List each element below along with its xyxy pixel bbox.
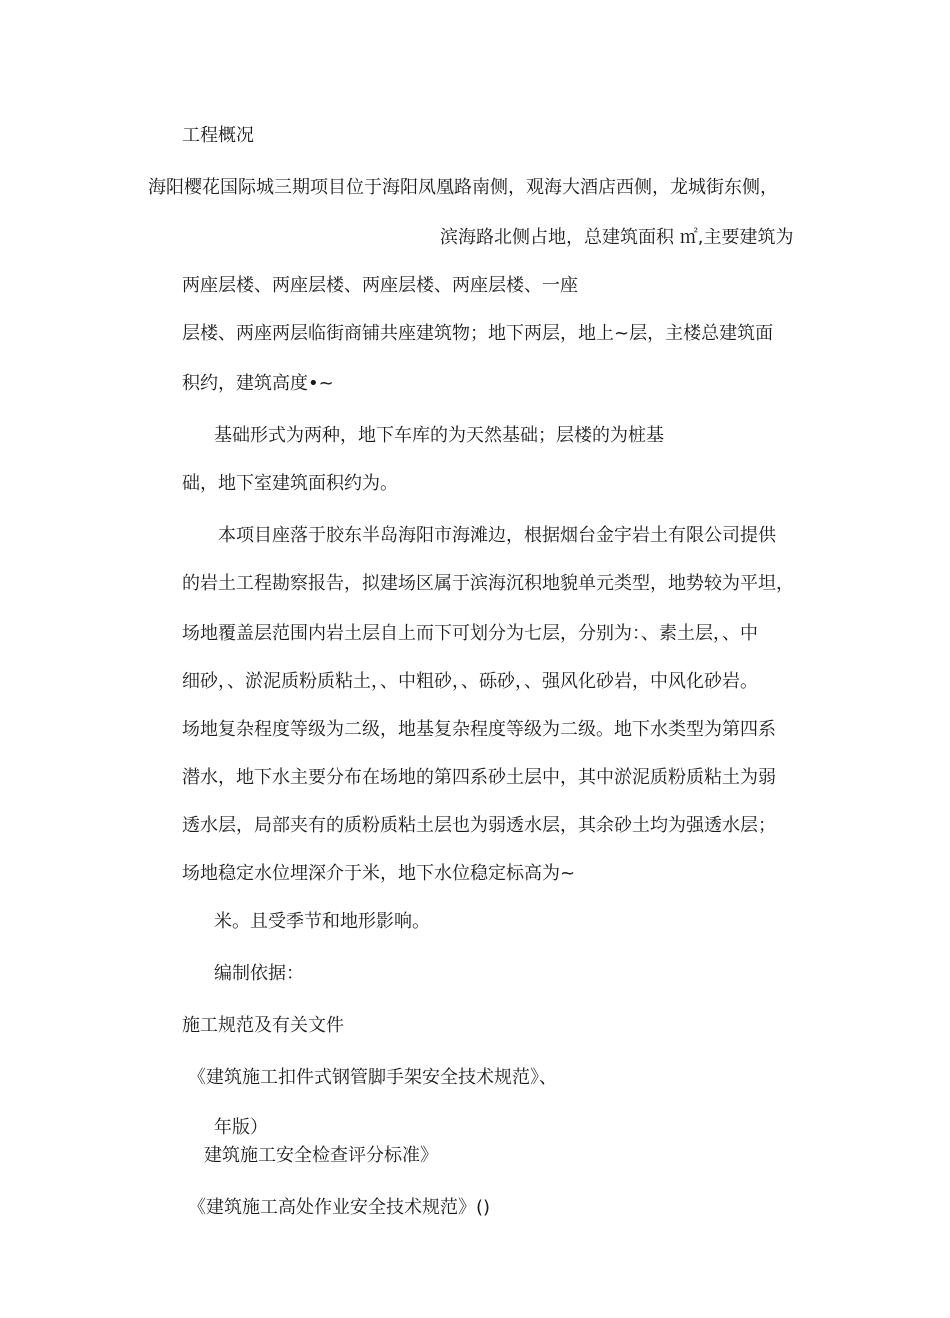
text-line: 基础形式为两种，地下车库的为天然基础；层楼的为桩基 — [214, 425, 664, 446]
text-line: 海阳樱花国际城三期项目位于海阳凤凰路南侧，观海大酒店西侧，龙城街东侧， — [148, 177, 778, 198]
section-heading-basis: 编制依据： — [214, 963, 304, 984]
text-line: 本项目座落于胶东半岛海阳市海滩边，根据烟台金宇岩土有限公司提供 — [218, 525, 776, 546]
text-line: 场地稳定水位埋深介于米，地下水位稳定标高为~ — [182, 863, 576, 884]
text-line: 米。且受季节和地形影响。 — [214, 911, 430, 932]
reference-item: 建筑施工安全检查评分标准》 — [204, 1145, 438, 1166]
text-line: 细砂，、淤泥质粉质粘土，、中粗砂，、砾砂，、强风化砂岩，中风化砂岩。 — [182, 671, 758, 692]
text-line: 两座层楼、两座层楼、两座层楼、两座层楼、一座 — [182, 275, 578, 296]
reference-item: 《建筑施工扣件式钢管脚手架安全技术规范》、 — [188, 1067, 557, 1088]
section-heading-project-overview: 工程概况 — [182, 125, 254, 146]
text-line: 滨海路北侧占地，总建筑面积 ㎡,主要建筑为 — [440, 227, 794, 248]
text-line: 潜水，地下水主要分布在场地的第四系砂土层中，其中淤泥质粉质粘土为弱 — [182, 767, 776, 788]
text-line: 层楼、两座两层临街商铺共座建筑物；地下两层，地上~层，主楼总建筑面 — [182, 323, 774, 344]
text-line: 透水层，局部夹有的质粉质粘土层也为弱透水层，其余砂土均为强透水层； — [182, 815, 776, 836]
text-line: 础，地下室建筑面积约为。 — [182, 473, 398, 494]
text-line: 场地复杂程度等级为二级，地基复杂程度等级为二级。地下水类型为第四系 — [182, 719, 776, 740]
reference-item: 《建筑施工高处作业安全技术规范》() — [188, 1197, 491, 1218]
reference-item: 年版） — [214, 1117, 268, 1138]
text-line: 的岩土工程勘察报告，拟建场区属于滨海沉积地貌单元类型，地势较为平坦， — [182, 573, 794, 594]
text-line: 积约，建筑高度•~ — [182, 373, 334, 394]
text-line: 场地覆盖层范围内岩土层自上而下可划分为七层，分别为：、素土层，、中 — [182, 623, 758, 644]
subheading-specifications: 施工规范及有关文件 — [182, 1015, 344, 1036]
